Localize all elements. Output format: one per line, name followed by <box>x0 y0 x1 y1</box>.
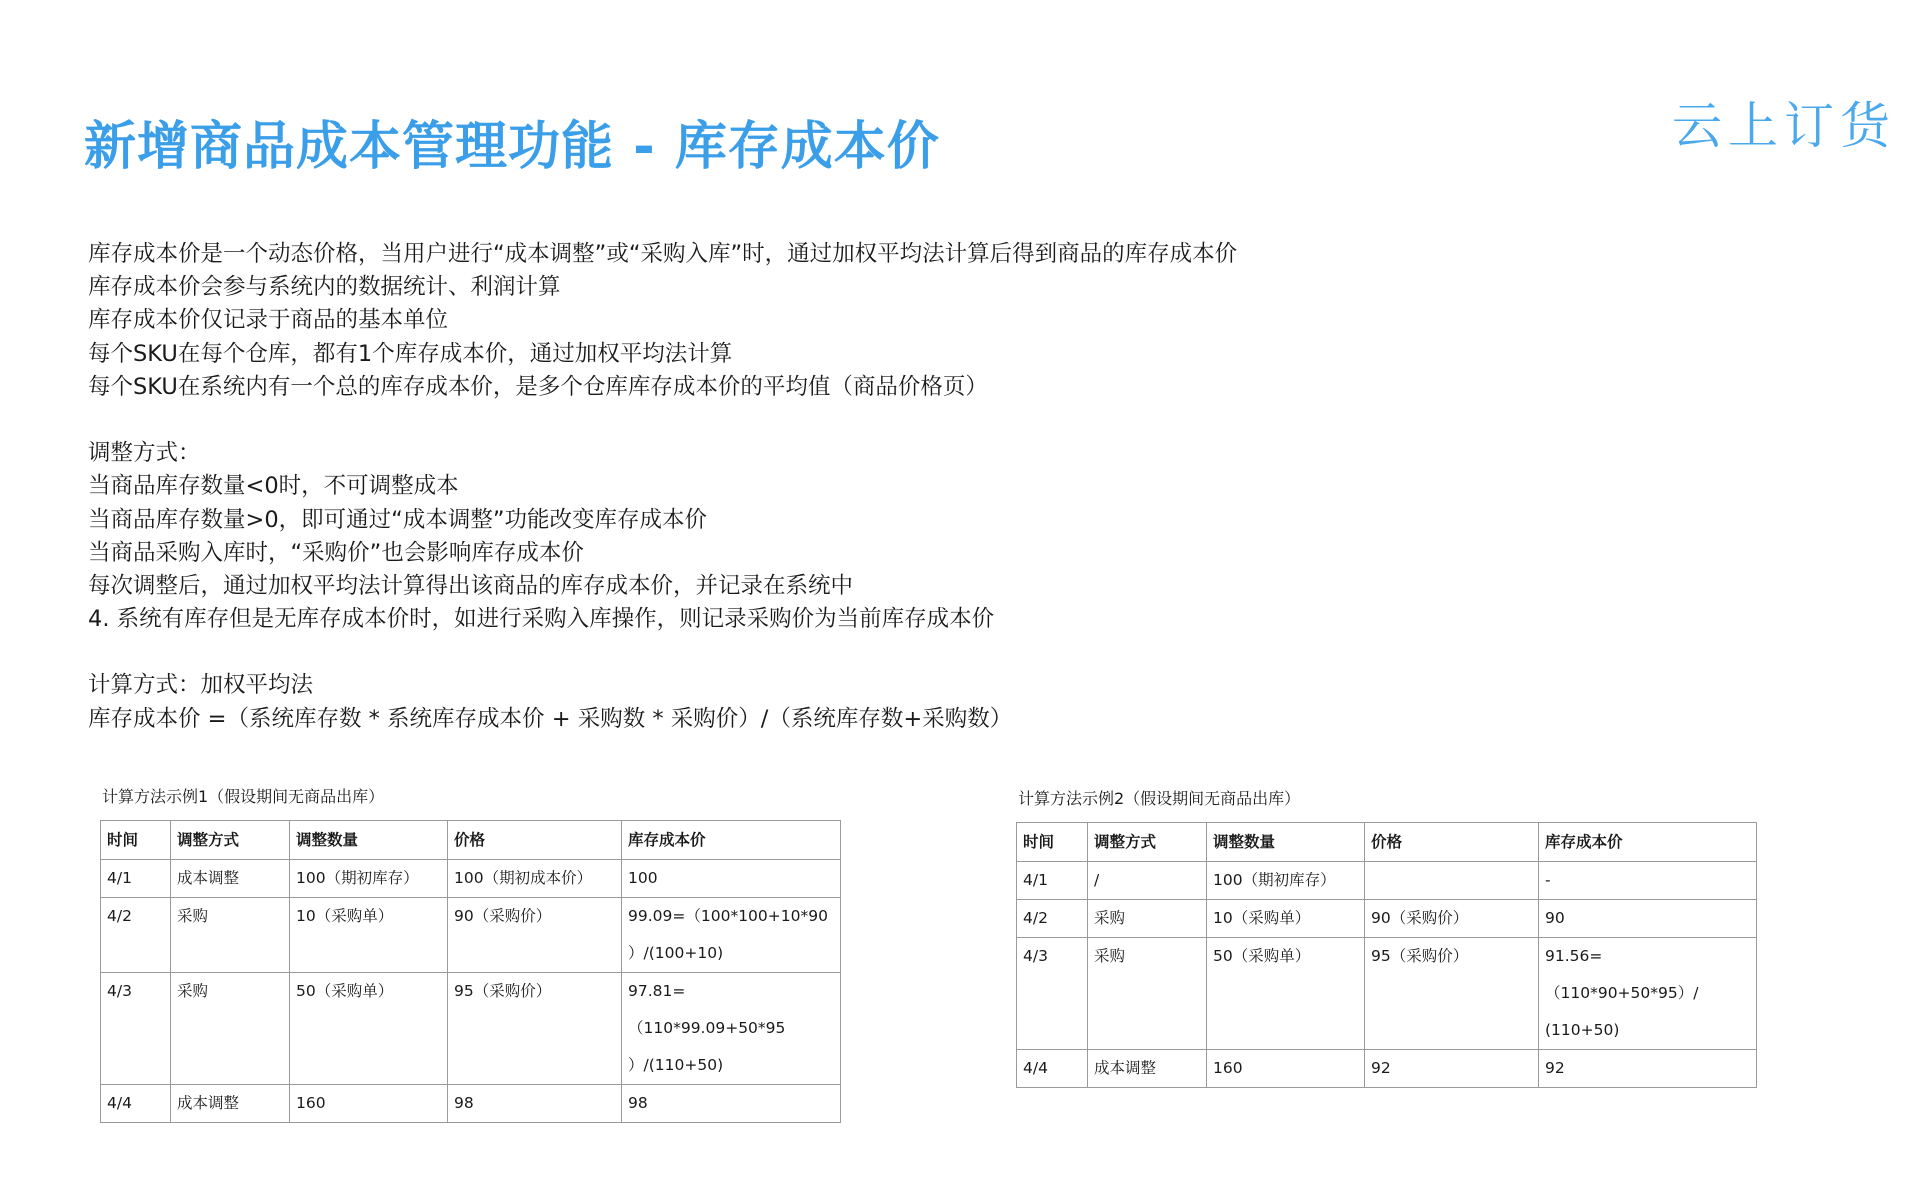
section-heading-calc: 计算方式：加权平均法 <box>88 672 314 699</box>
table-cell: 成本调整 <box>171 860 290 898</box>
table-cell: 95（采购价） <box>448 973 622 1085</box>
table-cell: 100（期初库存） <box>1207 862 1365 900</box>
table-cell: 98 <box>622 1085 841 1123</box>
table-row <box>1017 1050 1757 1088</box>
table-cell: 4/2 <box>101 898 171 973</box>
table-cell: / <box>1088 862 1207 900</box>
header-cell: 价格 <box>1365 823 1539 862</box>
table-cell: 90（采购价） <box>448 898 622 973</box>
table-cell: 50（采购单） <box>1207 938 1365 1050</box>
brand-logo: 云上订货 <box>1672 97 1896 155</box>
table-cell: 98 <box>448 1085 622 1123</box>
paragraph-line: 每个SKU在系统内有一个总的库存成本价，是多个仓库库存成本价的平均值（商品价格页） <box>88 373 988 400</box>
header-cell: 调整数量 <box>290 821 448 860</box>
paragraph-line: 每次调整后，通过加权平均法计算得出该商品的库存成本价，并记录在系统中 <box>88 572 854 599</box>
paragraph-line: 每个SKU在每个仓库，都有1个库存成本价，通过加权平均法计算 <box>88 340 733 367</box>
table-cell: 4/3 <box>1017 938 1088 1050</box>
header-cell: 调整数量 <box>1207 823 1365 862</box>
table2-caption: 计算方法示例2（假设期间无商品出库） <box>1018 789 1301 808</box>
table-cell: 10（采购单） <box>1207 900 1365 938</box>
table-cell: 100（期初库存） <box>290 860 448 898</box>
example-table-1 <box>100 820 841 1123</box>
header-cell: 调整方式 <box>1088 823 1207 862</box>
header-cell: 库存成本价 <box>622 821 841 860</box>
table-cell: 4/3 <box>101 973 171 1085</box>
paragraph-line: 库存成本价仅记录于商品的基本单位 <box>88 307 449 334</box>
header-cell: 时间 <box>101 821 171 860</box>
table-row <box>101 860 841 898</box>
description-text <box>88 238 1588 736</box>
table-cell: 10（采购单） <box>290 898 448 973</box>
paragraph-line: 库存成本价是一个动态价格，当用户进行“成本调整”或“采购入库”时，通过加权平均法计算后得到商品的库存成本价 <box>88 241 1238 267</box>
table-row <box>101 973 841 1085</box>
paragraph-line: 4. 系统有库存但是无库存成本价时，如进行采购入库操作，则记录采购价为当前库存成本价 <box>88 606 995 633</box>
table-row <box>1017 900 1757 938</box>
table-cell: 100 <box>622 860 841 898</box>
table-header-row <box>101 821 841 860</box>
formula-line: 库存成本价 =（系统库存数 * 系统库存成本价 + 采购数 * 采购价）/（系统库存数+采购数） <box>88 705 1013 732</box>
table-row <box>101 898 841 973</box>
table-cell: 91.56=（110*90+50*95）/ (110+50) <box>1539 938 1757 1050</box>
table-cell: 采购 <box>171 973 290 1085</box>
table-cell: 92 <box>1365 1050 1539 1088</box>
table-cell: 97.81=（110*99.09+50*95 ）/(110+50) <box>622 973 841 1085</box>
table-cell: 99.09=（100*100+10*90 ）/(100+10) <box>622 898 841 973</box>
table-cell: 采购 <box>1088 938 1207 1050</box>
table-cell: 4/4 <box>1017 1050 1088 1088</box>
paragraph-gap <box>88 404 1588 437</box>
table-cell: - <box>1539 862 1757 900</box>
table-row <box>101 1085 841 1123</box>
table-cell: 4/1 <box>1017 862 1088 900</box>
table-cell: 160 <box>290 1085 448 1123</box>
table-cell: 160 <box>1207 1050 1365 1088</box>
header-cell: 库存成本价 <box>1539 823 1757 862</box>
table-row <box>1017 862 1757 900</box>
section-heading-adjust: 调整方式： <box>88 440 201 467</box>
page-title: 新增商品成本管理功能 - 库存成本价 <box>84 117 940 177</box>
table-cell: 采购 <box>171 898 290 973</box>
table-cell: 4/2 <box>1017 900 1088 938</box>
table1-caption: 计算方法示例1（假设期间无商品出库） <box>102 787 385 806</box>
paragraph-line: 当商品库存数量>0，即可通过“成本调整”功能改变库存成本价 <box>88 506 707 533</box>
header-cell: 时间 <box>1017 823 1088 862</box>
paragraph-line: 当商品采购入库时，“采购价”也会影响库存成本价 <box>88 539 584 566</box>
header-cell: 价格 <box>448 821 622 860</box>
table-cell: 成本调整 <box>171 1085 290 1123</box>
table-cell: 90 <box>1539 900 1757 938</box>
table-header-row <box>1017 823 1757 862</box>
table-cell: 采购 <box>1088 900 1207 938</box>
table-cell: 50（采购单） <box>290 973 448 1085</box>
table-cell: 92 <box>1539 1050 1757 1088</box>
paragraph-line: 库存成本价会参与系统内的数据统计、利润计算 <box>88 274 561 301</box>
table-cell: 100（期初成本价） <box>448 860 622 898</box>
example-table-2 <box>1016 822 1757 1088</box>
table-cell: 90（采购价） <box>1365 900 1539 938</box>
table-cell: 4/4 <box>101 1085 171 1123</box>
paragraph-line: 当商品库存数量<0时，不可调整成本 <box>88 473 459 500</box>
table-cell: 95（采购价） <box>1365 938 1539 1050</box>
table-row <box>1017 938 1757 1050</box>
header-cell: 调整方式 <box>171 821 290 860</box>
table-cell <box>1365 862 1539 900</box>
table-cell: 4/1 <box>101 860 171 898</box>
paragraph-gap <box>88 636 1588 669</box>
table-cell: 成本调整 <box>1088 1050 1207 1088</box>
